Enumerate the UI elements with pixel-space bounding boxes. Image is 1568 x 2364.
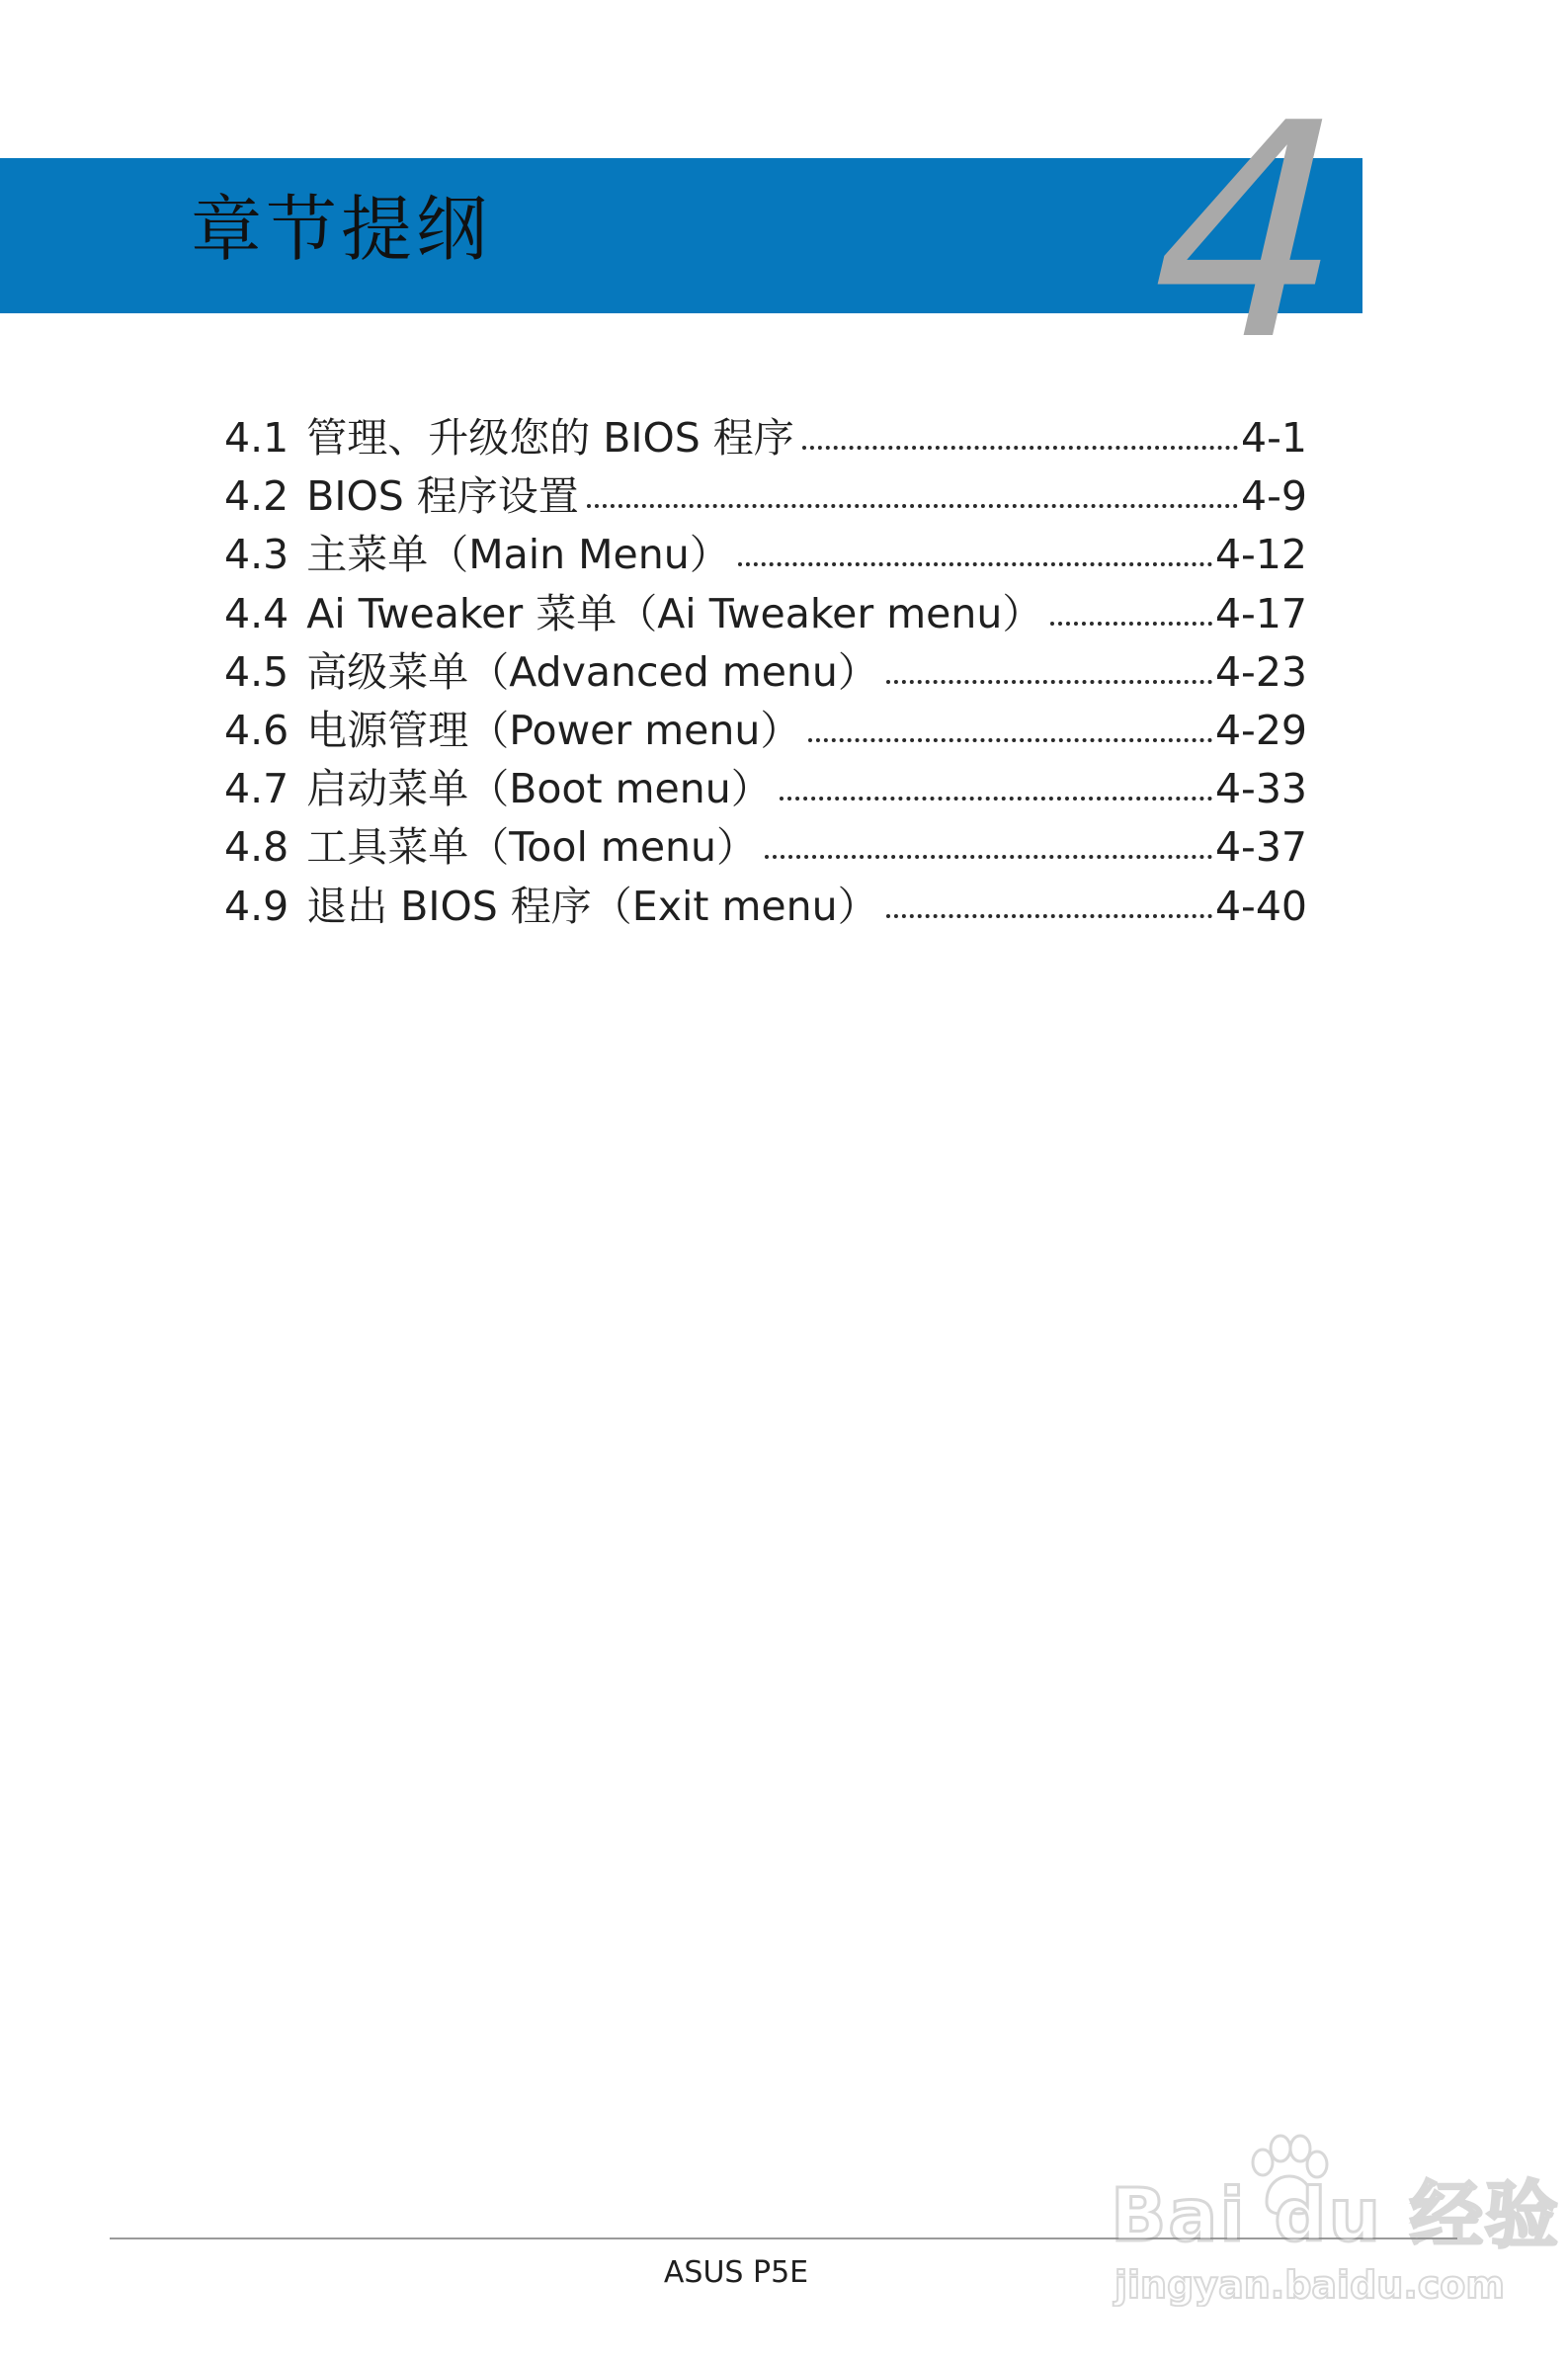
toc-page-number: 4-40 [1214, 882, 1307, 930]
toc-leader-dots [886, 914, 1212, 918]
toc-leader-dots [765, 855, 1212, 859]
toc-page-number: 4-33 [1214, 765, 1307, 813]
toc-title: 主菜单（Main Menu） [306, 531, 730, 579]
toc-title: 工具菜单（Tool menu） [306, 823, 758, 872]
watermark-logo-text: Bai du 经验 [1111, 2173, 1560, 2258]
toc-title: BIOS 程序设置 [306, 472, 579, 521]
toc-number: 4.1 [224, 414, 289, 462]
toc-title: Ai Tweaker 菜单（Ai Tweaker menu） [306, 589, 1043, 637]
toc-page-number: 4-1 [1241, 414, 1307, 462]
toc-entry-4-7[interactable] [224, 760, 1307, 818]
toc-number: 4.6 [224, 706, 289, 754]
toc-leader-dots [780, 797, 1212, 801]
toc-number: 4.5 [224, 647, 289, 696]
baidu-jingyan-watermark [1105, 2133, 1560, 2311]
toc-entry-4-5[interactable] [224, 643, 1307, 702]
toc-number: 4.9 [224, 882, 289, 930]
toc-page-number: 4-37 [1214, 823, 1307, 872]
toc-title: 退出 BIOS 程序（Exit menu） [306, 882, 878, 930]
toc-page-number: 4-23 [1214, 647, 1307, 696]
toc-entry-4-1[interactable] [224, 409, 1307, 467]
toc-leader-dots [1050, 622, 1212, 626]
toc-page-number: 4-17 [1214, 589, 1307, 637]
toc-leader-dots [587, 504, 1238, 508]
toc-entry-4-8[interactable] [224, 818, 1307, 877]
toc-title: 管理、升级您的 BIOS 程序 [306, 414, 794, 462]
toc-number: 4.2 [224, 472, 289, 521]
toc-number: 4.4 [224, 589, 289, 637]
toc-entry-4-2[interactable] [224, 467, 1307, 526]
chapter-number: 4 [1147, 60, 1349, 405]
toc-entry-4-3[interactable] [224, 526, 1307, 584]
toc-entry-4-4[interactable] [224, 585, 1307, 643]
toc-page-number: 4-12 [1214, 531, 1307, 579]
toc-leader-dots [886, 680, 1212, 684]
toc-page-number: 4-9 [1241, 472, 1307, 521]
toc-leader-dots [808, 738, 1212, 742]
toc-entry-4-6[interactable] [224, 702, 1307, 760]
toc-title: 启动菜单（Boot menu） [306, 765, 772, 813]
footer-product-name: ASUS P5E [663, 2255, 809, 2290]
toc-leader-dots [738, 562, 1212, 566]
chapter-title: 章节提纲 [191, 188, 492, 271]
toc-number: 4.8 [224, 823, 289, 872]
toc-entry-4-9[interactable] [224, 878, 1307, 936]
table-of-contents [224, 409, 1307, 936]
toc-number: 4.7 [224, 765, 289, 813]
toc-title: 电源管理（Power menu） [306, 706, 801, 754]
watermark-url-text: jingyan.baidu.com [1114, 2263, 1505, 2307]
toc-number: 4.3 [224, 531, 289, 579]
toc-leader-dots [802, 446, 1238, 450]
toc-title: 高级菜单（Advanced menu） [306, 647, 878, 696]
toc-page-number: 4-29 [1214, 706, 1307, 754]
